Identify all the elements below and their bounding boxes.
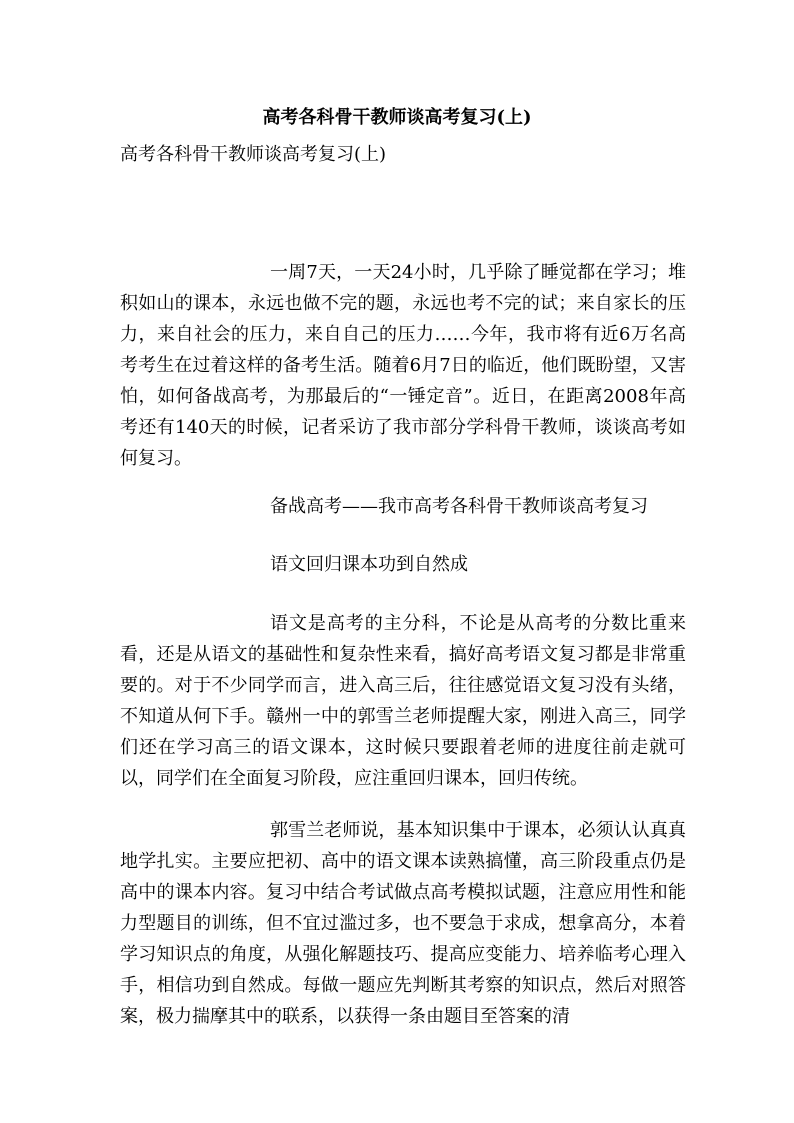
- paragraph-chinese-importance: 语文是高考的主分科，不论是从高考的分数比重来看，还是从语文的基础性和复杂性来看，搞好高考语文复习都是非常重要的。对于不少同学而言，进入高三后，往往感觉语文复习没有头绪，不知道从何下手。赣州一中的郭雪兰老师提醒大家，刚进入高三，同学们还在学习高三的语文课本，这时候只要跟着老师的进度往前走就可以，同学们在全面复习阶段，应注重回归课本，回归传统。: [120, 613, 686, 789]
- paragraph-guo-advice: 郭雪兰老师说，基本知识集中于课本，必须认认真真地学扎实。主要应把初、高中的语文课本读熟搞懂，高三阶段重点仍是高中的课本内容。复习中结合考试做点高考模拟试题，注意应用性和能力型题目的训练，但不宜过滥过多，也不要急于求成，想拿高分，本着学习知识点的角度，从强化解题技巧、提高应变能力、培养临考心理入手，相信功到自然成。每做一题应先判断其考察的知识点，然后对照答案，极力揣摩其中的联系，以获得一条由题目至答案的清: [120, 820, 686, 1027]
- paragraph-intro: 一周7天，一天24小时，几乎除了睡觉都在学习；堆积如山的课本，永远也做不完的题，永远也考不完的试；来自家长的压力，来自社会的压力，来自自己的压力……今年，我市将有近6万名高考考生在过着这样的备考生活。随着6月7日的临近，他们既盼望，又害怕，如何备战高考，为那最后的“一锤定音”。近日，在距离2008年高考还有140天的时候，记者采访了我市部分学科骨干教师，谈谈高考如何复习。: [120, 262, 686, 469]
- subsection-heading: 语文回归课本功到自然成: [270, 554, 468, 575]
- document-subtitle: 高考各科骨干教师谈高考复习(上): [120, 144, 387, 165]
- section-heading: 备战高考——我市高考各科骨干教师谈高考复习: [270, 496, 648, 517]
- document-title: 高考各科骨干教师谈高考复习(上): [262, 107, 532, 128]
